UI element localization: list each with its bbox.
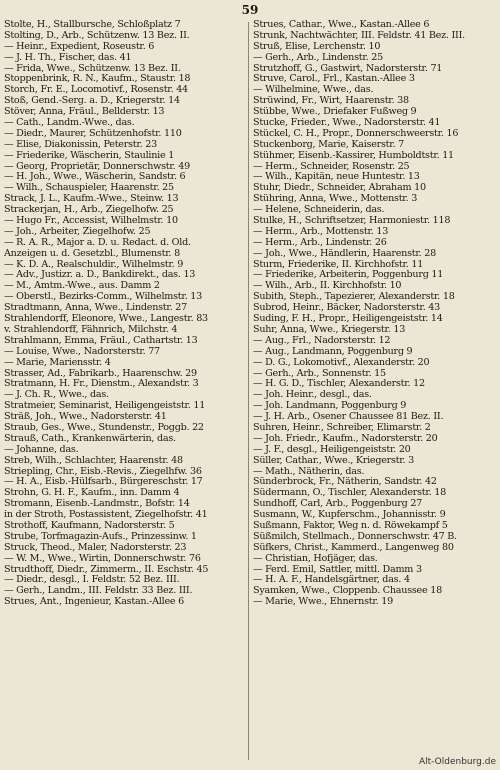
directory-entry: Struß, Elise, Lerchenstr. 10 [253, 41, 381, 52]
directory-entry: — W. M., Wwe., Wirtin, Donnerschwstr. 76 [4, 553, 201, 564]
directory-entry: Strasser, Ad., Fabrikarb., Haarenschw. 29 [4, 368, 197, 379]
directory-entry: — Marie, Wwe., Ehnernstr. 19 [253, 597, 393, 608]
directory-entry: Stromann, Eisenb.-Landmstr., Bofstr. 14 [4, 499, 190, 510]
directory-entry: — Christian, Hofjäger, das. [253, 553, 378, 564]
directory-entry: Straub, Ges., Wwe., Stundenstr., Poggb. 22 [4, 422, 204, 433]
directory-entry: — Oberstl., Bezirks-Comm., Wilhelmstr. 13 [4, 292, 203, 303]
directory-entry: — Wilh., Kapitän, neue Huntestr. 13 [253, 172, 420, 183]
directory-entry: Strahlendorff, Eleonore, Wwe., Langestr. 83 [4, 314, 208, 325]
directory-entry: — Herm., Arb., Mottenstr. 13 [253, 226, 389, 237]
directory-entry: Süller, Cathar., Wwe., Kriegerstr. 3 [253, 455, 415, 466]
directory-entry: in der Stroth, Postassistent, Ziegelhofstr. 41 [4, 510, 208, 521]
directory-entry: Stratmeier, Seminarist, Heiligengeiststr. 11 [4, 401, 206, 412]
directory-entry: — H. Joh., Wwe., Wäscherin, Sandstr. 6 [4, 172, 186, 183]
directory-entry: Strauß, Cath., Krankenwärterin, das. [4, 433, 176, 444]
directory-entry: Anzeigen u. d. Gesetzbl., Blumenstr. 8 [4, 248, 180, 259]
directory-entry: Sundhoff, Carl, Arb., Poggenburg 27 [253, 499, 423, 510]
directory-entry: — H. A., Eisb.-Hülfsarb., Bürgereschstr. 17 [4, 477, 203, 488]
directory-entry: Sußmann, Faktor, Weg n. d. Röwekampf 5 [253, 520, 448, 531]
directory-entry: — Joh. Landmann, Poggenburg 9 [253, 401, 407, 412]
directory-entry: — Aug., Frl., Nadorsterstr. 12 [253, 335, 391, 346]
directory-entry: Suhren, Heinr., Schreiber, Elimarstr. 2 [253, 422, 431, 433]
directory-entry: — Herm., Schneider, Rosenstr. 25 [253, 161, 410, 172]
directory-entry: Strudthoff, Diedr., Zimmerm., II. Eschstr. 45 [4, 564, 209, 575]
directory-entry: Stübbe, Wwe., Driefaker Fußweg 9 [253, 107, 417, 118]
directory-entry: — J. H. Arb., Osener Chaussee 81 Bez. II. [253, 412, 444, 423]
directory-entry: Stolte, H., Stallbursche, Schloßplatz 7 [4, 20, 181, 30]
directory-entry: — Johanne, das. [4, 444, 79, 455]
directory-entry: v. Strahlendorff, Fähnrich, Milchstr. 4 [4, 324, 178, 335]
directory-entry: — Friederike, Arbeiterin, Poggenburg 11 [253, 270, 444, 281]
column-divider [248, 22, 249, 760]
directory-entry: — Frida, Wwe., Schützenw. 13 Bez. II. [4, 63, 181, 74]
directory-entry: — Joh., Arbeiter, Ziegelhofw. 25 [4, 226, 151, 237]
directory-entry: — Gerh., Landm., III. Feldstr. 33 Bez. III. [4, 586, 193, 597]
directory-entry: Strothoff, Kaufmann, Nadorsterstr. 5 [4, 520, 175, 531]
directory-entry: Strunk, Nachtwächter, III. Feldstr. 41 Bez. III. [253, 30, 465, 41]
directory-entry: — H. G. D., Tischler, Alexanderstr. 12 [253, 379, 425, 390]
directory-entry: Strüwind, Fr., Wirt, Haarenstr. 38 [253, 96, 409, 107]
directory-entry: Sträß, Joh., Wwe., Nadorsterstr. 41 [4, 412, 167, 423]
page-number: 59 [241, 3, 259, 17]
directory-entry: Stühring, Anna, Wwe., Mottenstr. 3 [253, 194, 418, 205]
directory-entry: Stühmer, Eisenb.-Kassirer, Humboldtstr. 11 [253, 150, 454, 161]
directory-entry: Suding, F. H., Propr., Heiligengeiststr. 14 [253, 314, 443, 325]
directory-entry: Stuckenborg, Marie, Kaiserstr. 7 [253, 139, 405, 150]
directory-entry: Stöver, Anna, Fräul., Bellderstr. 13 [4, 107, 165, 118]
directory-entry: — Diedr., desgl., I. Feldstr. 52 Bez. III. [4, 575, 180, 586]
directory-entry: — Wilhelmine, Wwe., das. [253, 85, 374, 96]
directory-entry: Strues, Ant., Ingenieur, Kastan.-Allee 6 [4, 597, 184, 608]
directory-entry: — Gerh., Arb., Lindenstr. 25 [253, 52, 383, 63]
directory-entry: Subith, Steph., Tapezierer, Alexanderstr. 18 [253, 292, 455, 303]
directory-entry: — Ferd. Emil, Sattler, mittl. Damm 3 [253, 564, 422, 575]
directory-entry: Stoß, Gend.-Serg. a. D., Kriegerstr. 14 [4, 96, 180, 107]
directory-entry: — Cath., Landm.-Wwe., das. [4, 118, 135, 129]
directory-entry: — Heinr., Expedient, Roseustr. 6 [4, 41, 155, 52]
directory-entry: — Adv., Justizr. a. D., Bankdirekt., das. 13 [4, 270, 196, 281]
directory-entry: Stratmann, H. Fr., Dienstm., Alexandstr. 3 [4, 379, 199, 390]
directory-entry: — Helene, Schneiderin, das. [253, 205, 385, 216]
directory-entry: — Aug., Landmann, Poggenburg 9 [253, 346, 413, 357]
directory-entry: — Joh. Friedr., Kaufm., Nadorsterstr. 20 [253, 433, 438, 444]
directory-entry: Strutzhoff, G., Gastwirt, Nadorsterstr. 71 [253, 63, 443, 74]
directory-entry: Stradtmann, Anna, Wwe., Lindenstr. 27 [4, 303, 187, 314]
directory-entry: Süßmilch, Stellmach., Donnerschwstr. 47 B. [253, 531, 457, 542]
directory-entry: Strahlmann, Emma, Fräul., Cathartstr. 13 [4, 335, 198, 346]
directory-entry: Stulke, H., Schriftsetzer, Harmoniestr. 118 [253, 216, 451, 227]
directory-entry: — Joh., Wwe., Händlerin, Haarenstr. 28 [253, 248, 436, 259]
directory-entry: Suhr, Anna, Wwe., Kriegerstr. 13 [253, 324, 406, 335]
directory-entry: Storch, Fr. E., Locomotivf., Rosenstr. 44 [4, 85, 188, 96]
directory-entry: — R. A. R., Major a. D. u. Redact. d. Old. [4, 237, 191, 248]
directory-entry: Susmann, W., Kupferschm., Johannisstr. 9 [253, 510, 446, 521]
directory-entry: Stückel, C. H., Propr., Donnerschweerstr. 16 [253, 128, 459, 139]
directory-entry: Strack, J. L., Kaufm.-Wwe., Steinw. 13 [4, 194, 179, 205]
directory-entry: — Joh. Heinr., desgl., das. [253, 390, 372, 401]
directory-entry: — Elise, Diakonissin, Peterstr. 23 [4, 139, 157, 150]
directory-entry: Stoppenbrink, R. N., Kaufm., Staustr. 18 [4, 74, 191, 85]
right-column [253, 20, 497, 762]
directory-entry: — Wilh., Schauspieler, Haarenstr. 25 [4, 183, 174, 194]
directory-entry: — Math., Nätherin, das. [253, 466, 365, 477]
directory-entry: Streb, Wilh., Schlachter, Haarenstr. 48 [4, 455, 183, 466]
directory-entry: — K. D. A., Realschuldir., Wilhelmstr. 9 [4, 259, 184, 270]
directory-entry: — Wilh., Arb., II. Kirchhofstr. 10 [253, 281, 402, 292]
directory-entry: Südermann, O., Tischler, Alexanderstr. 18 [253, 488, 446, 499]
directory-entry: — Friederike, Wäscherin, Staulinie 1 [4, 150, 175, 161]
directory-entry: Struck, Theod., Maler, Nadorsterstr. 23 [4, 542, 187, 553]
directory-entry: Sturm, Friederike, II. Kirchhofstr. 11 [253, 259, 424, 270]
directory-entry: Strackerjan, H., Arb., Ziegelhofw. 25 [4, 205, 174, 216]
directory-entry: — J. H. Th., Fischer, das. 41 [4, 52, 132, 63]
directory-entry: Süfkers, Christ., Kammerd., Langenweg 80 [253, 542, 454, 553]
directory-entry: Striepling, Chr., Eisb.-Revis., Ziegelhfw. 36 [4, 466, 202, 477]
watermark: Alt-Oldenburg.de [418, 757, 496, 767]
directory-entry: — Marie, Mariensstr. 4 [4, 357, 111, 368]
directory-entry: Subrod, Heinr., Bäcker, Nadorsterstr. 43 [253, 303, 441, 314]
directory-entry: Stuhr, Diedr., Schneider, Abraham 10 [253, 183, 426, 194]
directory-entry: Strohn, G. H. F., Kaufm., inn. Damm 4 [4, 488, 180, 499]
directory-entry: Sünderbrock, Fr., Nätherin, Sandstr. 42 [253, 477, 437, 488]
directory-entry: — J. F., desgl., Heiligengeiststr. 20 [253, 444, 411, 455]
directory-entry: — H. A. F., Handelsgärtner, das. 4 [253, 575, 410, 586]
directory-entry: — M., Amtm.-Wwe., aus. Damm 2 [4, 281, 160, 292]
directory-entry: Stucke, Frieder., Wwe., Nadorsterstr. 41 [253, 118, 441, 129]
directory-entry: — Diedr., Maurer, Schützenhofstr. 110 [4, 128, 182, 139]
directory-entry: Syamken, Wwe., Cloppenb. Chaussee 18 [253, 586, 442, 597]
directory-entry: — J. Ch. R., Wwe., das. [4, 390, 109, 401]
directory-entry: Struve, Carol., Frl., Kastan.-Allee 3 [253, 74, 415, 85]
directory-entry: — Gerh., Arb., Sonnenstr. 15 [253, 368, 386, 379]
directory-entry: Strues, Cathar., Wwe., Kastan.-Allee 6 [253, 20, 430, 30]
directory-entry: — Hugo Fr., Accessist, Wilhelmstr. 10 [4, 216, 178, 227]
directory-entry: — Herm., Arb., Lindenstr. 26 [253, 237, 387, 248]
directory-entry: Stolting, D., Arb., Schützenw. 13 Bez. II. [4, 30, 190, 41]
directory-entry: Strube, Torfmagazin-Aufs., Prinzessinw. 1 [4, 531, 197, 542]
directory-entry: — Georg, Proprietär, Donnerschwstr. 49 [4, 161, 190, 172]
left-column [4, 20, 248, 762]
directory-entry: — Louise, Wwe., Nadorsterstr. 77 [4, 346, 160, 357]
directory-entry: — D. G., Lokomotivf., Alexanderstr. 20 [253, 357, 430, 368]
